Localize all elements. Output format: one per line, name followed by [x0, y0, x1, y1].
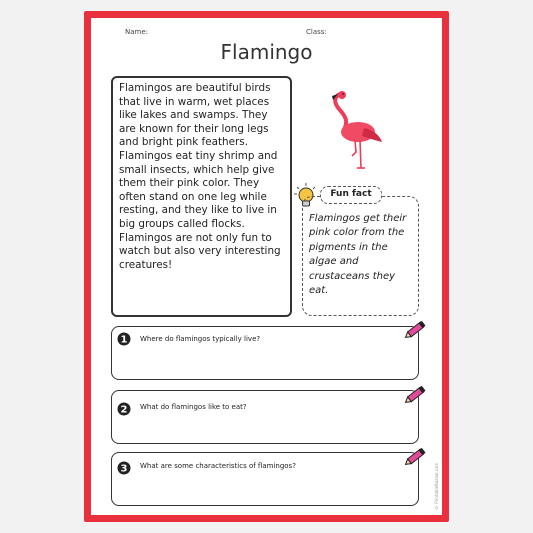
question-text-1: Where do flamingos typically live? — [140, 335, 261, 343]
pencil-icon — [402, 446, 428, 468]
flamingo-illustration — [328, 90, 388, 178]
credit-text: © PrintableBazaar.com — [434, 462, 439, 510]
question-number-1 — [117, 332, 131, 346]
name-label: Name: — [125, 28, 149, 36]
question-number-1-text: 1 — [120, 334, 128, 346]
question-text-3: What are some characteristics of flamingos? — [140, 462, 296, 470]
fun-fact-heading: Fun fact — [320, 186, 382, 204]
question-number-3-text: 3 — [120, 463, 128, 475]
class-label: Class: — [306, 28, 327, 36]
question-box-3[interactable] — [111, 452, 419, 506]
reading-passage: Flamingos are beautiful birds that live in warm, wet places like lakes and swamps. They are known for their long legs and bright pink feathers. Flamingos eat tiny shrimp and small insects, which help give them their pink color. They often stand on one leg while resting, and they like to live in big groups called flocks. Flamingos are not only fun to watch but also very interesting creatures! — [111, 76, 292, 317]
question-number-2-text: 2 — [120, 404, 128, 416]
question-number-2 — [117, 402, 131, 416]
question-box-2[interactable] — [111, 390, 419, 444]
pencil-icon — [402, 384, 428, 406]
question-text-2: What do flamingos like to eat? — [140, 403, 247, 411]
pencil-icon — [402, 319, 428, 341]
fun-fact-text: Flamingos get their pink color from the pigments in the algae and crustaceans they eat. — [309, 213, 407, 297]
question-number-3 — [117, 461, 131, 475]
worksheet-title: Flamingo — [220, 40, 313, 64]
